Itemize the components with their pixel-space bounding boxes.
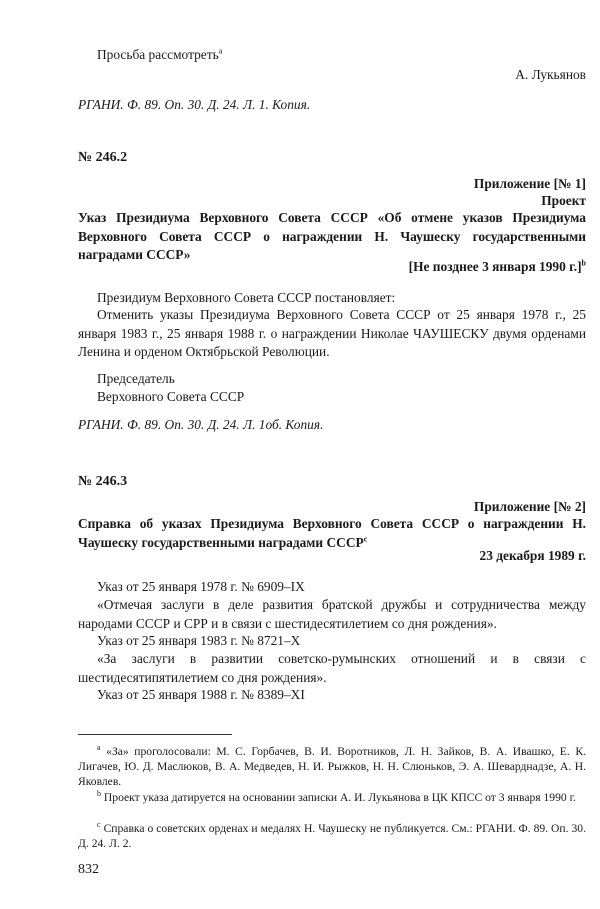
archive-source-1: РГАНИ. Ф. 89. Оп. 30. Д. 24. Л. 1. Копия. [78, 97, 311, 112]
footnote-a-text: «За» проголосовали: М. С. Горбачев, В. И. Воротников, Л. Н. Зайков, В. А. Ивашко, Е. К. Лигачев, Ю. Д. Маслюков, В. А. Медведев, Н. И. Рыжков, Н. Н. Слюньков, Э. А. Шеварднадзе, А. Н. Яковлев. [78, 745, 586, 788]
decree-preamble: Президиум Верховного Совета СССР постановляет: [97, 290, 396, 305]
footnote-ref-c[interactable]: c [363, 534, 368, 544]
signature-lukyanov: А. Лукьянов [515, 67, 586, 82]
footnote-b [78, 790, 586, 805]
reference-date: 23 декабря 1989 г. [479, 548, 586, 563]
draft-label: Проект [541, 193, 586, 208]
document-number-246-3: № 246.3 [78, 474, 128, 489]
decree-title: Указ Президиума Верховного Совета СССР «Об отмене указов Президиума Верховного Совета СССР о награждении Н. Чаушеску государственными наградами СССР» [78, 210, 586, 262]
archive-source-2: РГАНИ. Ф. 89. Оп. 30. Д. 24. Л. 1об. Копия. [78, 417, 324, 432]
request-line [78, 46, 586, 65]
decree-1978-quote: «Отмечая заслуги в деле развития братской дружбы и сотрудничества между народами СССР и СРР и в связи с шестидесятилетием со дня рождения». [78, 597, 586, 631]
decree-body: Отменить указы Президиума Верховного Совета СССР от 25 января 1978 г., 25 января 1983 г., 25 января 1988 г. о награждении Николае ЧАУШЕСКУ двумя орденами Ленина и орденом Октябрьской Революции. [78, 307, 586, 359]
footnote-b-text: Проект указа датируется на основании записки А. И. Лукьянова в ЦК КПСС от 3 января 1990 г. [103, 791, 576, 804]
chairman-title-line2: Верховного Совета СССР [97, 389, 245, 404]
document-number-246-2: № 246.2 [78, 150, 128, 165]
request-text: Просьба рассмотреть [97, 47, 219, 62]
decree-1988: Указ от 25 января 1988 г. № 8389–XI [97, 687, 305, 702]
footnote-mark-c: c [97, 820, 101, 830]
footnote-ref-b[interactable]: b [581, 258, 586, 268]
footnote-c [78, 821, 586, 851]
decree-date [78, 258, 586, 277]
decree-1983: Указ от 25 января 1983 г. № 8721–X [97, 633, 301, 648]
footnote-mark-b: b [97, 789, 101, 799]
footnote-c-text: Справка о советских орденах и медалях Н. Чаушеску не публикуется. См.: РГАНИ. Ф. 89. Оп. 30. Д. 24. Л. 2. [78, 822, 586, 850]
reference-title-text: Справка об указах Президиума Верховного Совета СССР о награждении Н. Чаушеску государственными наградами СССР [78, 516, 586, 550]
decree-1978: Указ от 25 января 1978 г. № 6909–IX [97, 579, 305, 594]
appendix-1-label: Приложение [№ 1] [473, 176, 586, 191]
chairman-title-line1: Председатель [97, 371, 175, 386]
footnote-a [78, 744, 586, 789]
footnote-divider [78, 734, 232, 735]
decree-date-text: [Не позднее 3 января 1990 г.] [408, 259, 582, 274]
footnote-mark-a: a [97, 743, 101, 753]
footnote-ref-a[interactable]: a [218, 46, 223, 56]
decree-1983-quote: «За заслуги в развитии советско-румынских отношений и в связи с шестидесятипятилетием со дня рождения». [78, 651, 586, 685]
appendix-2-label: Приложение [№ 2] [473, 499, 586, 514]
page-number: 832 [78, 862, 99, 877]
